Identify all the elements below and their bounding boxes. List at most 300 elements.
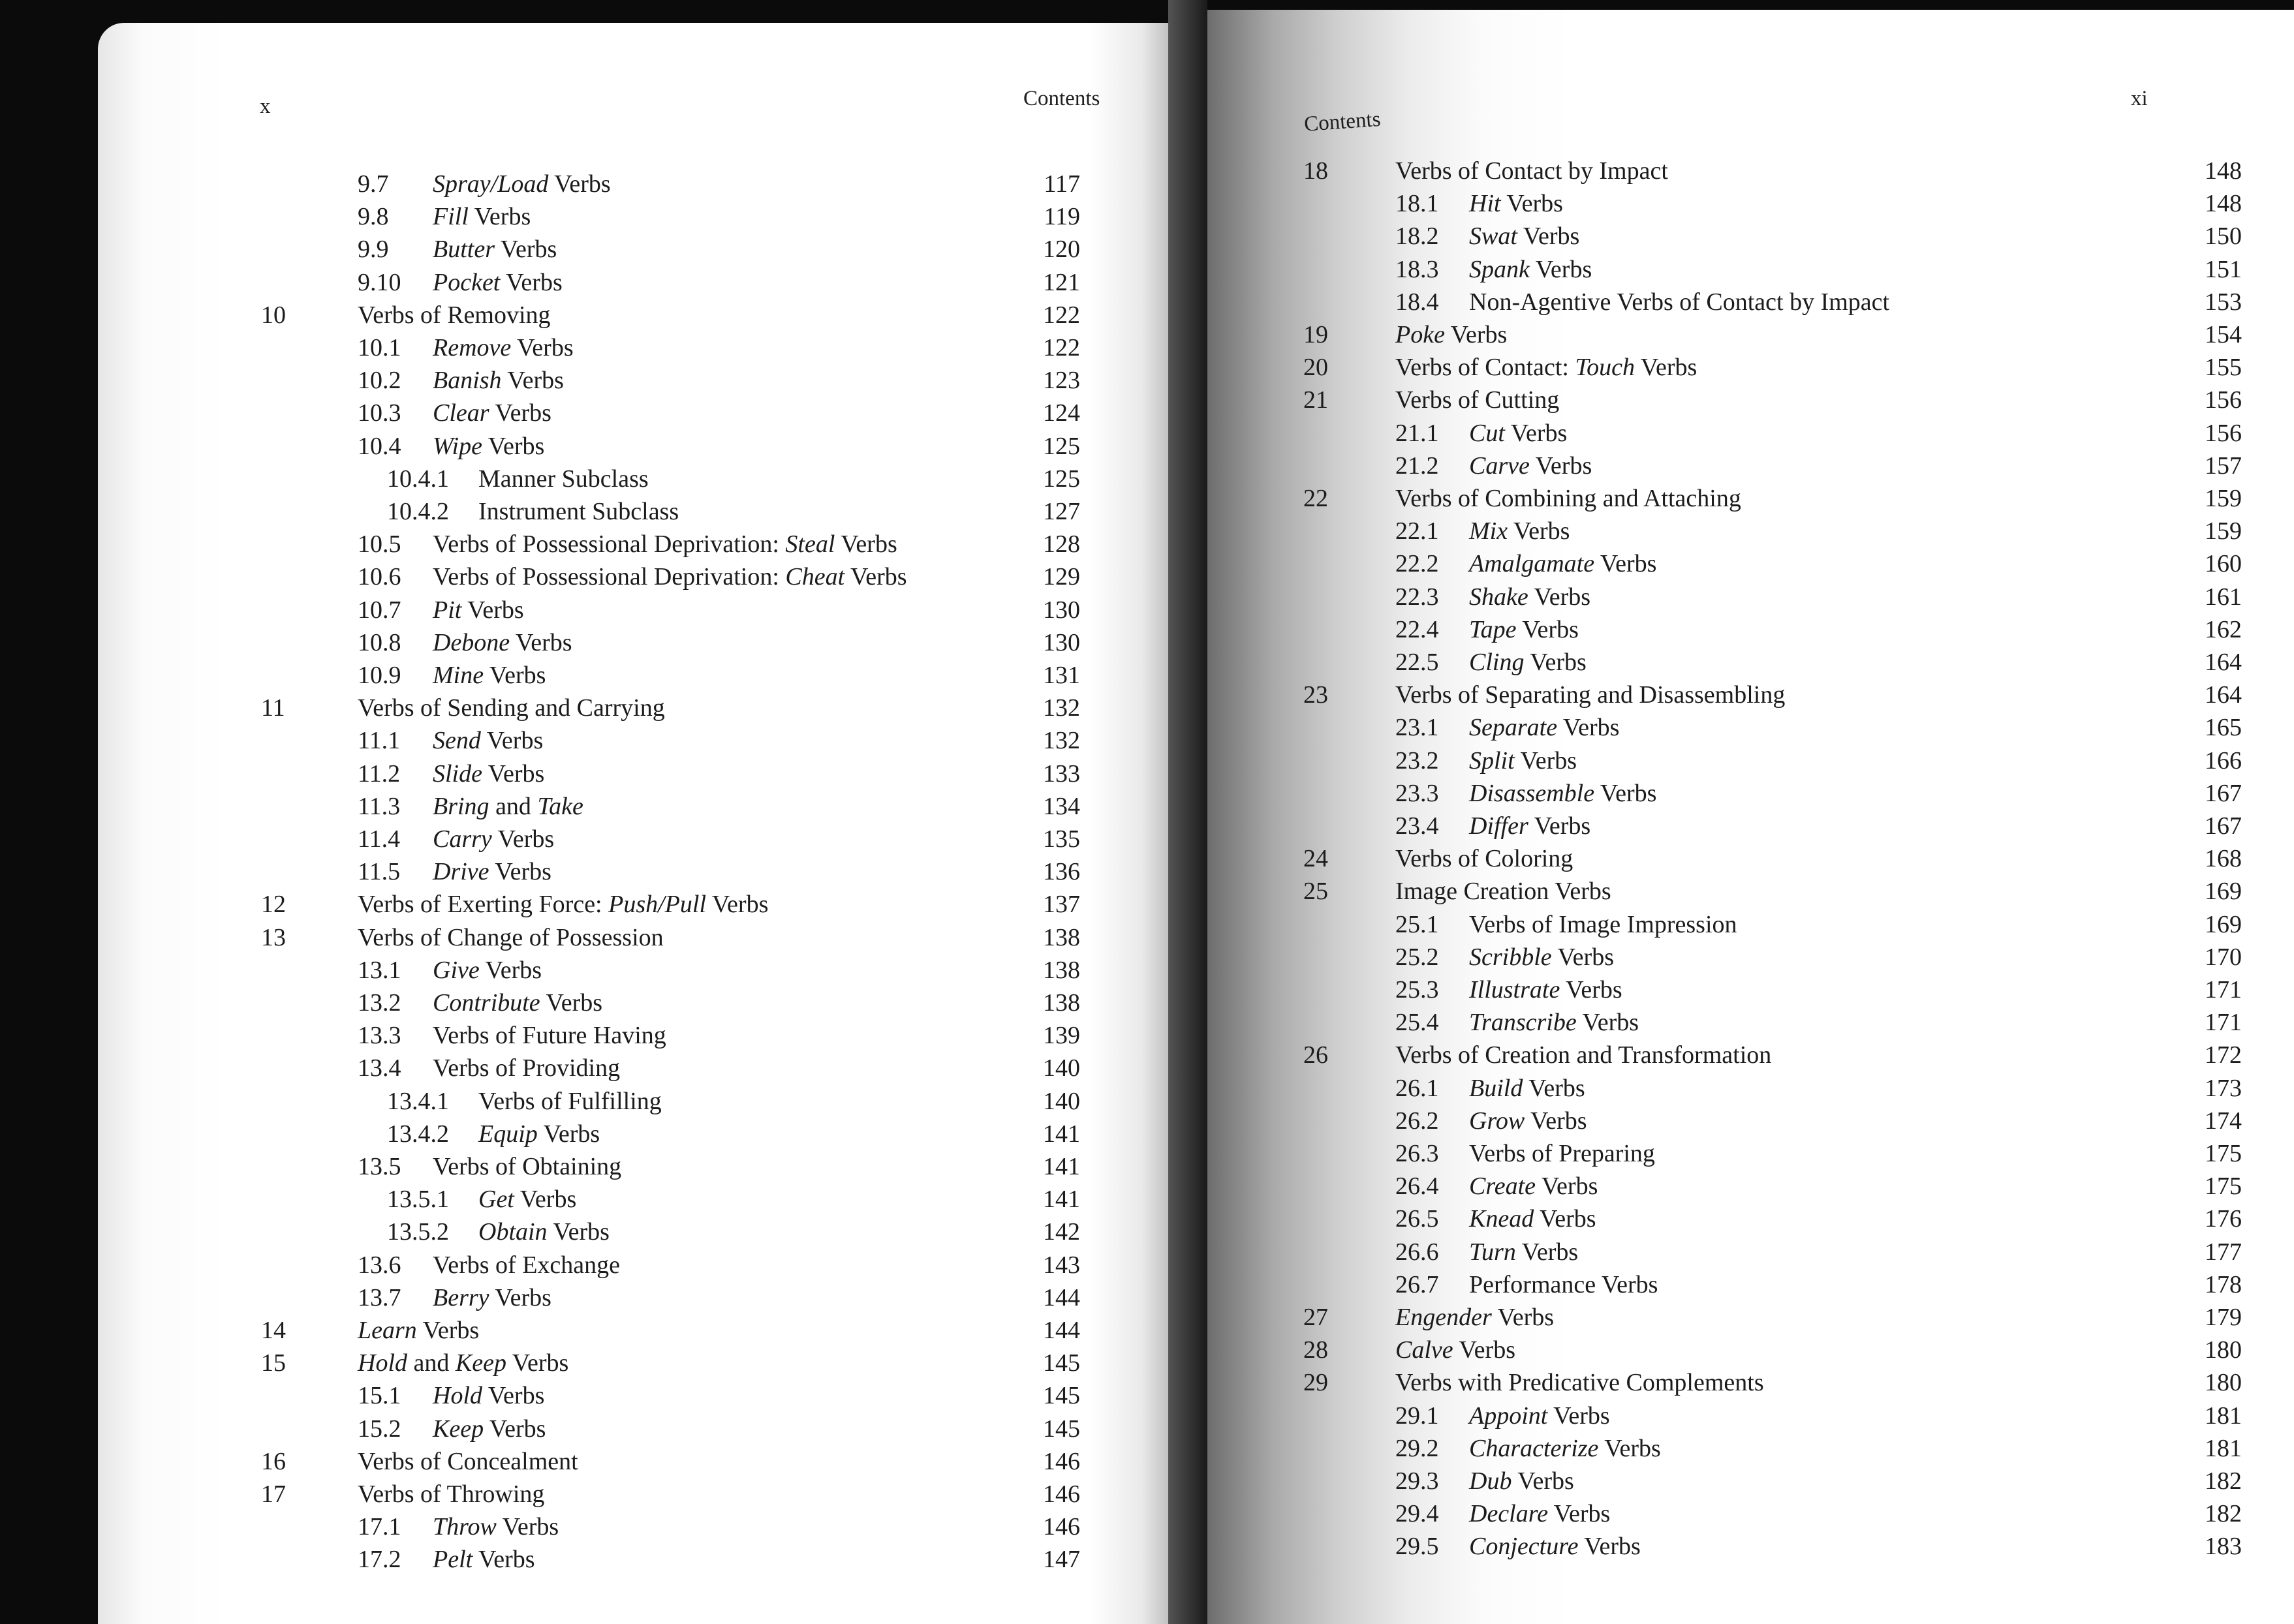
section-number: 26.7 xyxy=(1395,1270,1439,1298)
page-ref: 122 xyxy=(1043,301,1080,329)
page-ref: 136 xyxy=(1043,858,1080,886)
title-segment: Pit xyxy=(433,596,462,624)
toc-entry xyxy=(98,200,1194,233)
toc-entry xyxy=(98,790,1194,823)
title-segment: Verbs xyxy=(1536,1172,1598,1201)
title-segment: Pelt xyxy=(433,1546,473,1574)
title-segment: Verbs xyxy=(1594,779,1657,807)
title-segment: Performance Verbs xyxy=(1469,1270,1658,1298)
entry-title xyxy=(478,1183,576,1216)
title-segment: Verbs xyxy=(537,1120,600,1148)
page-ref: 124 xyxy=(1043,399,1080,427)
entry-title xyxy=(358,692,665,724)
title-segment: Carve xyxy=(1469,452,1530,480)
title-segment: Verbs of Change of Possession xyxy=(358,923,664,951)
page-ref: 157 xyxy=(2205,452,2242,480)
title-segment: Swat xyxy=(1469,222,1517,251)
section-number: 29.1 xyxy=(1395,1402,1439,1430)
section-number: 29.3 xyxy=(1395,1467,1439,1495)
entry-title xyxy=(1469,973,1622,1006)
toc-entry xyxy=(98,1314,1194,1347)
section-number: 13.4.2 xyxy=(387,1120,449,1148)
section-number: 10.1 xyxy=(358,334,401,361)
title-segment: Steal xyxy=(785,530,835,559)
entry-title xyxy=(358,1445,578,1478)
title-segment: Illustrate xyxy=(1469,976,1560,1004)
page-ref: 155 xyxy=(2205,354,2242,382)
title-segment: Verbs xyxy=(482,432,545,460)
section-number: 13.5.1 xyxy=(387,1186,449,1214)
title-segment: Verbs xyxy=(506,1349,569,1377)
toc-entry xyxy=(1168,450,2294,482)
entry-title xyxy=(1469,744,1577,777)
page-ref: 144 xyxy=(1043,1317,1080,1344)
title-segment: and xyxy=(489,792,538,820)
page-ref: 167 xyxy=(2205,812,2242,840)
title-segment: Verbs of Contact by Impact xyxy=(1395,157,1668,185)
page-ref: 148 xyxy=(2205,157,2242,185)
book-spine xyxy=(1168,0,1207,1624)
toc-entry xyxy=(1168,875,2294,908)
title-segment: Verbs xyxy=(1547,1402,1610,1430)
entry-title xyxy=(478,495,679,528)
title-segment: Verbs xyxy=(494,236,557,264)
page-ref: 132 xyxy=(1043,694,1080,722)
title-segment: Verbs xyxy=(1557,714,1620,742)
title-segment: Touch xyxy=(1575,354,1635,382)
toc-entry xyxy=(1168,581,2294,613)
entry-title xyxy=(1469,547,1656,580)
title-segment: Differ xyxy=(1469,812,1528,840)
entry-title xyxy=(1469,187,1563,220)
section-number: 23.1 xyxy=(1395,714,1439,742)
page-ref: 117 xyxy=(1044,170,1080,198)
title-segment: Verbs xyxy=(484,662,546,689)
entry-title xyxy=(1469,581,1590,613)
toc-entry xyxy=(1168,1170,2294,1203)
toc-entry xyxy=(1168,384,2294,416)
section-number: 22.4 xyxy=(1395,615,1439,643)
title-segment: Separate xyxy=(1469,714,1558,742)
section-number: 25.4 xyxy=(1395,1009,1439,1037)
section-number: 25.2 xyxy=(1395,943,1439,971)
section-number: 13.1 xyxy=(358,956,401,984)
entry-title xyxy=(433,168,611,200)
title-segment: Verbs of Possessional Deprivation: xyxy=(433,563,786,591)
page-ref: 144 xyxy=(1043,1283,1080,1311)
title-segment: Slide xyxy=(433,759,482,788)
title-segment: Clear xyxy=(433,399,489,427)
chapter-number: 10 xyxy=(261,301,286,329)
page-ref: 125 xyxy=(1043,465,1080,493)
title-segment: Verbs xyxy=(416,1317,480,1344)
section-number: 18.3 xyxy=(1395,255,1439,283)
entry-title xyxy=(433,364,564,397)
toc-entry xyxy=(1168,253,2294,286)
toc-entry xyxy=(98,888,1194,921)
page-ref: 159 xyxy=(2205,517,2242,545)
toc-entry xyxy=(98,1347,1194,1379)
toc-entry xyxy=(1168,613,2294,646)
entry-title xyxy=(1469,1465,1574,1497)
toc-entry xyxy=(1168,1301,2294,1334)
page-ref: 148 xyxy=(2205,190,2242,218)
toc-entry xyxy=(98,594,1194,626)
section-number: 10.4.1 xyxy=(387,465,449,493)
page-ref: 172 xyxy=(2205,1041,2242,1069)
toc-entry xyxy=(98,1543,1194,1576)
title-segment: Verbs xyxy=(484,1415,546,1443)
toc-entry xyxy=(1168,1072,2294,1105)
title-segment: Verbs xyxy=(1515,1238,1579,1266)
page-ref: 159 xyxy=(2205,485,2242,512)
entry-title xyxy=(433,266,563,299)
title-segment: Verbs xyxy=(835,530,897,559)
page-ref: 131 xyxy=(1043,662,1080,689)
entry-title xyxy=(358,1478,544,1510)
toc-entry xyxy=(98,233,1194,266)
title-segment: Contribute xyxy=(433,989,540,1017)
title-segment: Build xyxy=(1469,1074,1523,1102)
entry-title xyxy=(1469,1530,1641,1563)
toc-entry xyxy=(98,987,1194,1019)
page-ref: 140 xyxy=(1043,1087,1080,1115)
title-segment: Verbs xyxy=(1594,550,1657,578)
title-segment: Verbs of Cutting xyxy=(1395,386,1560,414)
title-segment: Verbs xyxy=(1547,1500,1611,1528)
title-segment: Berry xyxy=(433,1283,489,1311)
entry-title xyxy=(1395,1039,1771,1071)
title-segment: Throw xyxy=(433,1513,497,1541)
toc-entry xyxy=(1168,220,2294,253)
section-number: 26.3 xyxy=(1395,1140,1439,1167)
title-segment: Verbs xyxy=(489,1283,551,1311)
title-segment: Verbs xyxy=(1453,1336,1515,1364)
entry-title xyxy=(433,430,544,463)
section-number: 15.1 xyxy=(358,1382,401,1410)
page-ref: 170 xyxy=(2205,943,2242,971)
running-head: Contents xyxy=(1023,87,1100,110)
title-segment: Verbs xyxy=(1534,1205,1596,1233)
entry-title xyxy=(1469,1170,1598,1203)
toc-entry xyxy=(98,463,1194,495)
chapter-number: 19 xyxy=(1303,321,1328,348)
toc-entry xyxy=(98,1118,1194,1150)
title-segment: Shake xyxy=(1469,583,1528,611)
page-ref: 169 xyxy=(2205,878,2242,906)
section-number: 11.4 xyxy=(358,825,401,853)
title-segment: Split xyxy=(1469,746,1515,774)
title-segment: Verbs of Future Having xyxy=(433,1022,666,1050)
toc-entry xyxy=(98,495,1194,528)
section-number: 29.5 xyxy=(1395,1533,1439,1561)
page-ref: 156 xyxy=(2205,386,2242,414)
section-number: 25.1 xyxy=(1395,910,1439,938)
title-segment: Verbs xyxy=(489,858,551,886)
chapter-number: 18 xyxy=(1303,157,1328,185)
entry-title xyxy=(433,560,907,593)
entry-title xyxy=(1469,1268,1658,1301)
title-segment: Verbs of Contact: xyxy=(1395,354,1575,382)
title-segment: Verbs of Image Impression xyxy=(1469,910,1737,938)
entry-title xyxy=(1395,482,1741,515)
title-segment: Verbs xyxy=(1517,222,1580,251)
entry-title xyxy=(358,921,664,954)
chapter-number: 20 xyxy=(1303,354,1328,382)
entry-title xyxy=(1395,1334,1515,1366)
entry-title xyxy=(1469,1105,1587,1137)
toc-entry xyxy=(98,1052,1194,1084)
entry-title xyxy=(433,594,524,626)
chapter-number: 12 xyxy=(261,891,286,919)
section-number: 18.2 xyxy=(1395,222,1439,251)
section-number: 13.3 xyxy=(358,1022,401,1050)
entry-title xyxy=(1395,351,1697,384)
entry-title xyxy=(1395,384,1559,416)
toc-entry xyxy=(98,659,1194,692)
toc-entry xyxy=(98,1150,1194,1183)
title-segment: Verbs of Throwing xyxy=(358,1480,545,1508)
title-segment: Transcribe xyxy=(1469,1009,1577,1037)
entry-title xyxy=(433,200,531,233)
entry-title xyxy=(1469,515,1570,547)
page-ref: 141 xyxy=(1043,1186,1080,1214)
page-ref: 147 xyxy=(1043,1546,1080,1574)
entry-title xyxy=(358,888,768,921)
chapter-number: 22 xyxy=(1303,485,1328,512)
title-segment: Non-Agentive Verbs of Contact by Impact xyxy=(1469,288,1890,316)
entry-title xyxy=(433,397,551,429)
toc-entry xyxy=(98,724,1194,757)
entry-title xyxy=(1469,810,1590,842)
title-segment: Verbs xyxy=(489,399,551,427)
toc-entry xyxy=(1168,482,2294,515)
title-segment: Verbs xyxy=(1578,1533,1641,1561)
entry-title xyxy=(478,1216,610,1248)
title-segment: Verbs xyxy=(482,759,545,788)
title-segment: Verbs xyxy=(1491,1304,1555,1331)
title-segment: Engender xyxy=(1395,1304,1492,1331)
title-segment: Amalgamate xyxy=(1469,550,1595,578)
title-segment: Verbs xyxy=(1523,1074,1585,1102)
page-ref: 122 xyxy=(1043,334,1080,361)
page-ref: 130 xyxy=(1043,628,1080,656)
section-number: 23.4 xyxy=(1395,812,1439,840)
title-segment: Verbs xyxy=(1551,943,1614,971)
title-segment: Verbs of Exerting Force: xyxy=(358,891,609,919)
entry-title xyxy=(1469,1203,1596,1235)
title-segment: Verbs xyxy=(1528,812,1591,840)
title-segment: Verbs xyxy=(479,956,542,984)
title-segment: Verbs of Obtaining xyxy=(433,1153,622,1180)
page-ref: 164 xyxy=(2205,649,2242,676)
page-ref: 120 xyxy=(1043,236,1080,264)
section-number: 11.2 xyxy=(358,759,401,788)
title-segment: Push/Pull xyxy=(608,891,707,919)
page-ref: 166 xyxy=(2205,746,2242,774)
toc-entry xyxy=(98,364,1194,397)
page-ref: 165 xyxy=(2205,714,2242,742)
toc-entry xyxy=(1168,711,2294,744)
entry-title xyxy=(1469,1137,1655,1170)
page-ref: 162 xyxy=(2205,615,2242,643)
toc-entry xyxy=(1168,810,2294,842)
toc-entry xyxy=(98,1445,1194,1478)
section-number: 13.4.1 xyxy=(387,1087,449,1115)
chapter-number: 24 xyxy=(1303,845,1328,873)
entry-title xyxy=(433,987,602,1019)
title-segment: Hold xyxy=(358,1349,407,1377)
entry-title xyxy=(1469,1497,1610,1530)
entry-title xyxy=(433,626,572,659)
title-segment: Verbs xyxy=(1634,354,1697,382)
entry-title xyxy=(433,331,574,364)
toc-entry xyxy=(1168,1334,2294,1366)
page-ref: 160 xyxy=(2205,550,2242,578)
toc-entry xyxy=(98,266,1194,299)
section-number: 21.2 xyxy=(1395,452,1439,480)
entry-title xyxy=(1469,1236,1578,1268)
section-number: 10.2 xyxy=(358,367,401,395)
section-number: 10.7 xyxy=(358,596,401,624)
title-segment: Send xyxy=(433,727,481,755)
page-ref: 180 xyxy=(2205,1336,2242,1364)
entry-title xyxy=(433,724,543,757)
page-ref: 173 xyxy=(2205,1074,2242,1102)
page-ref: 151 xyxy=(2205,255,2242,283)
entry-title xyxy=(1395,1366,1764,1399)
title-segment: Declare xyxy=(1469,1500,1548,1528)
toc-entry xyxy=(1168,1203,2294,1235)
title-segment: Spank xyxy=(1469,255,1530,283)
toc-entry xyxy=(1168,515,2294,547)
page-ref: 182 xyxy=(2205,1500,2242,1528)
toc-entry xyxy=(1168,547,2294,580)
title-segment: Verbs xyxy=(1529,255,1592,283)
section-number: 13.5.2 xyxy=(387,1218,449,1246)
toc-entry xyxy=(98,397,1194,429)
entry-title xyxy=(1469,711,1619,744)
title-segment: Image Creation Verbs xyxy=(1395,878,1611,906)
entry-title xyxy=(478,1085,662,1118)
title-segment: Verbs of Preparing xyxy=(1469,1140,1655,1167)
title-segment: Verbs xyxy=(1500,190,1563,218)
entry-title xyxy=(433,1379,544,1412)
title-segment: Keep xyxy=(455,1349,506,1377)
toc-entry xyxy=(1168,908,2294,941)
toc-entry xyxy=(98,921,1194,954)
section-number: 9.7 xyxy=(358,170,389,198)
toc-entry xyxy=(1168,1432,2294,1465)
left-page xyxy=(98,23,1194,1624)
entry-title xyxy=(433,1281,551,1314)
section-number: 22.5 xyxy=(1395,649,1439,676)
entry-title xyxy=(433,954,542,987)
entry-title xyxy=(358,1347,568,1379)
title-segment: Turn xyxy=(1469,1238,1516,1266)
toc-entry xyxy=(98,1216,1194,1248)
title-segment: Verbs of Separating and Disassembling xyxy=(1395,681,1786,709)
title-segment: Hold xyxy=(433,1382,482,1410)
toc-entry xyxy=(98,1281,1194,1314)
page-ref: 125 xyxy=(1043,432,1080,460)
title-segment: Calve xyxy=(1395,1336,1453,1364)
title-segment: Create xyxy=(1469,1172,1536,1201)
page-ref: 133 xyxy=(1043,759,1080,788)
title-segment: Pocket xyxy=(433,268,501,296)
section-number: 11.1 xyxy=(358,727,401,755)
entry-title xyxy=(1469,450,1592,482)
toc-entry xyxy=(1168,777,2294,810)
entry-title xyxy=(1395,875,1611,908)
page-ref: 134 xyxy=(1043,792,1080,820)
page-ref: 178 xyxy=(2205,1270,2242,1298)
chapter-number: 11 xyxy=(261,694,285,722)
title-segment: Obtain xyxy=(478,1218,548,1246)
title-segment: Verbs xyxy=(547,1218,610,1246)
toc-entry xyxy=(1168,1105,2294,1137)
title-segment: Verbs xyxy=(1504,419,1568,447)
section-number: 18.4 xyxy=(1395,288,1439,316)
section-number: 13.4 xyxy=(358,1054,401,1082)
entry-title xyxy=(433,823,554,855)
title-segment: Verbs xyxy=(1529,452,1592,480)
toc-entry xyxy=(98,299,1194,331)
title-segment: Dub xyxy=(1469,1467,1512,1495)
page-ref: 156 xyxy=(2205,419,2242,447)
page-ref: 181 xyxy=(2205,1402,2242,1430)
toc-entry xyxy=(1168,744,2294,777)
page-ref: 164 xyxy=(2205,681,2242,709)
title-segment: Cut xyxy=(1469,419,1505,447)
title-segment: Verbs xyxy=(1528,583,1591,611)
page-ref: 146 xyxy=(1043,1480,1080,1508)
title-segment: Instrument Subclass xyxy=(478,498,679,525)
running-head: Contents xyxy=(1303,107,1382,136)
title-segment: Verbs of Possessional Deprivation: xyxy=(433,530,786,559)
section-number: 11.5 xyxy=(358,858,401,886)
section-number: 9.9 xyxy=(358,236,389,264)
entry-title xyxy=(1469,417,1567,450)
title-segment: Verbs xyxy=(1514,746,1577,774)
chapter-number: 27 xyxy=(1303,1304,1328,1331)
title-segment: Conjecture xyxy=(1469,1533,1579,1561)
toc-entry xyxy=(1168,1236,2294,1268)
toc-entry xyxy=(98,626,1194,659)
title-segment: Verbs xyxy=(473,1546,535,1574)
entry-title xyxy=(358,299,551,331)
title-segment: Cheat xyxy=(785,563,845,591)
page-ref: 180 xyxy=(2205,1369,2242,1397)
title-segment: Verbs xyxy=(845,563,907,591)
title-segment: Wipe xyxy=(433,432,482,460)
section-number: 10.4.2 xyxy=(387,498,449,525)
page-ref: 130 xyxy=(1043,596,1080,624)
section-number: 18.1 xyxy=(1395,190,1439,218)
toc-entry xyxy=(1168,1530,2294,1563)
title-segment: Verbs of Removing xyxy=(358,301,551,329)
title-segment: Verbs of Creation and Transformation xyxy=(1395,1041,1772,1069)
title-segment: Hit xyxy=(1469,190,1501,218)
entry-title xyxy=(358,1314,479,1347)
page-number: x xyxy=(260,95,271,118)
entry-title xyxy=(1469,646,1587,679)
entry-title xyxy=(433,758,544,790)
toc-entry xyxy=(1168,318,2294,351)
title-segment: Verbs xyxy=(491,825,555,853)
title-segment: Verbs xyxy=(461,596,524,624)
title-segment: Remove xyxy=(433,334,512,361)
